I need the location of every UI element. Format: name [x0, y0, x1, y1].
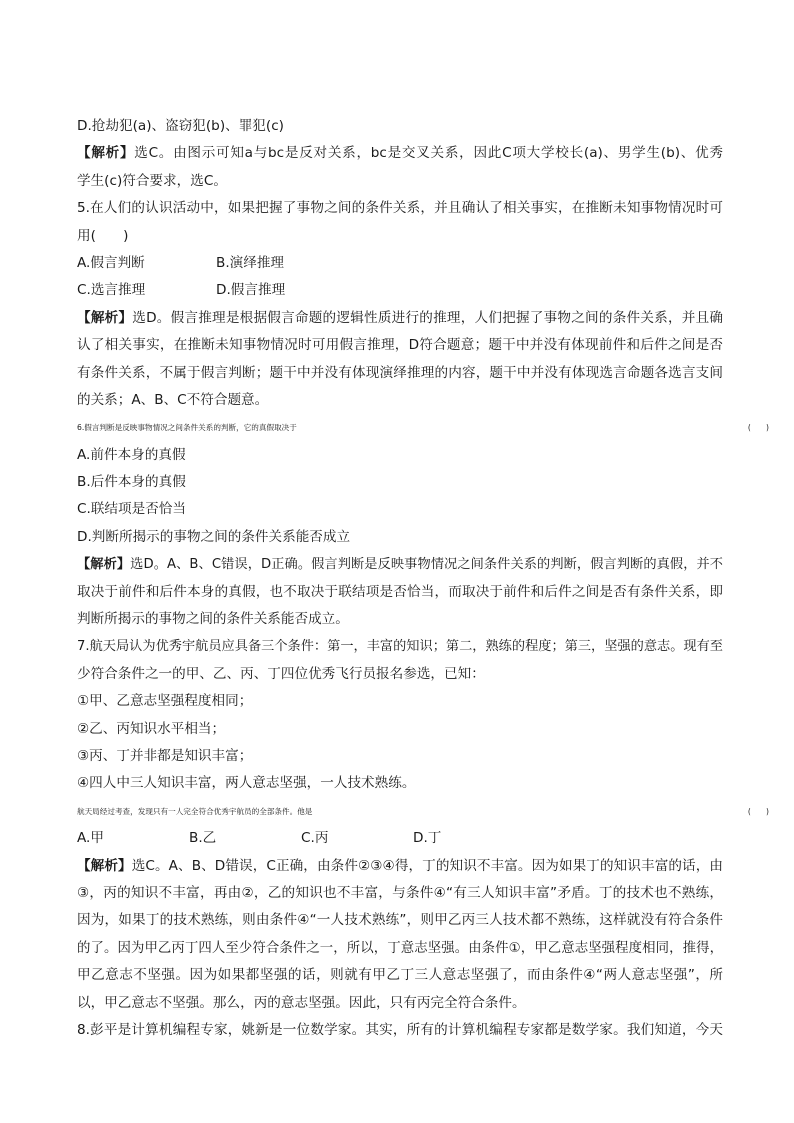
- option-a: A.前件本身的真假: [77, 446, 186, 463]
- analysis-tag: 【解析】: [77, 145, 135, 162]
- analysis-paragraph: 【解析】选D。A、B、C错误，D正确。假言判断是反映事物情况之间条件关系的判断，假言判断的真假，并不: [77, 557, 723, 573]
- analysis-paragraph: 【解析】选D。假言推理是根据假言命题的逻辑性质进行的推理，人们把握了事物之间的条件关系，并且确: [77, 309, 723, 326]
- text-line: 取决于前件和后件本身的真假，也不取决于联结项是否恰当，而取决于前件和后件之间是否有条件关系，即: [77, 583, 723, 600]
- option-b: B.乙: [189, 830, 217, 847]
- text-line: 少符合条件之一的甲、乙、丙、丁四位优秀飞行员报名参选，已知：: [77, 665, 485, 682]
- answer-bracket: ( ): [747, 423, 769, 433]
- text-line: 学生(c)符合要求，选C。: [77, 172, 227, 189]
- option-b: B.演绎推理: [216, 254, 285, 271]
- option-a: A.假言判断: [77, 254, 145, 271]
- question-5: 5.在人们的认识活动中，如果把握了事物之间的条件关系，并且确认了相关事实，在推断未知事物情况时可: [77, 200, 723, 217]
- question-7: 7.航天局认为优秀宇航员应具备三个条件：第一，丰富的知识；第二，熟练的程度；第三，坚强的意志。现有至: [77, 639, 723, 655]
- text-line: 有条件关系，不属于假言判断；题干中并没有体现演绎推理的内容，题干中并没有体现选言命题各选言支间: [77, 364, 723, 381]
- text-line: ③，丙的知识不丰富，再由②，乙的知识也不丰富，与条件④“有三人知识丰富”矛盾。丁的技术也不熟练，: [77, 884, 723, 901]
- text-line: 认了相关事实，在推断未知事物情况时可用假言推理，D符合题意；题干中并没有体现前件和后件之间是否: [77, 337, 723, 354]
- text-line: 判断所揭示的事物之间的条件关系能否成立。: [77, 611, 349, 628]
- options-row: [77, 250, 723, 277]
- text-line: 因为，如果丁的技术熟练，则由条件④“一人技术熟练”，则甲乙丙三人技术都不熟练，这样就没有符合条件: [77, 912, 723, 929]
- analysis-tag: 【解析】: [77, 857, 132, 874]
- option-c: C.丙: [301, 830, 329, 847]
- condition-4: ④四人中三人知识丰富，两人意志坚强，一人技术熟练。: [77, 775, 416, 792]
- analysis-tag: 【解析】: [77, 557, 131, 573]
- analysis-paragraph: 【解析】选C。A、B、D错误，C正确，由条件②③④得，丁的知识不丰富。因为如果丁的知识丰富的话，由: [77, 857, 724, 874]
- analysis-paragraph: 【解析】选C。由图示可知a与bc是反对关系，bc是交叉关系，因此C项大学校长(a)、男学生(b)、优秀: [77, 145, 723, 162]
- option-c: C.联结项是否恰当: [77, 501, 186, 518]
- analysis-tag: 【解析】: [77, 309, 133, 326]
- answer-bracket: ( ): [747, 806, 769, 816]
- text-line: 以，甲乙意志不坚强。那么，丙的意志坚强。因此，只有丙完全符合条件。: [77, 994, 526, 1011]
- option-d: D.抢劫犯(a)、盗窃犯(b)、罪犯(c): [77, 118, 284, 134]
- option-a: A.甲: [77, 830, 104, 847]
- question-6: 6.假言判断是反映事物情况之间条件关系的判断，它的真假取决于 ( ): [77, 414, 723, 441]
- option-c: C.选言推理: [77, 282, 146, 299]
- question-8: 8.彭平是计算机编程专家，姚新是一位数学家。其实，所有的计算机编程专家都是数学家。我们知道，今天: [77, 1021, 723, 1038]
- option-d: D.假言推理: [216, 282, 286, 299]
- text-line: 的关系；A、B、C不符合题意。: [77, 391, 269, 408]
- options-row: [77, 277, 723, 304]
- text-line: 用( ): [77, 227, 129, 244]
- option-d: D.判断所揭示的事物之间的条件关系能否成立: [77, 528, 351, 545]
- question-7-stem: 航天局经过考查，发现只有一人完全符合优秀宇航员的全部条件。他是 ( ): [77, 798, 723, 825]
- document-body: [77, 113, 769, 1044]
- options-row: [77, 825, 723, 852]
- option-d: D.丁: [413, 830, 442, 847]
- condition-1: ①甲、乙意志坚强程度相同；: [77, 693, 253, 710]
- condition-3: ③丙、丁并非都是知识丰富；: [77, 747, 253, 764]
- text-line: 的了。因为甲乙丙丁四人至少符合条件之一，所以，丁意志坚强。由条件①，甲乙意志坚强程度相同，推得，: [77, 940, 723, 956]
- condition-2: ②乙、丙知识水平相当；: [77, 720, 226, 737]
- option-b: B.后件本身的真假: [77, 474, 186, 491]
- text-line: 甲乙意志不坚强。因为如果都坚强的话，则就有甲乙丁三人意志坚强了，而由条件④“两人意志坚强”，所: [77, 967, 723, 984]
